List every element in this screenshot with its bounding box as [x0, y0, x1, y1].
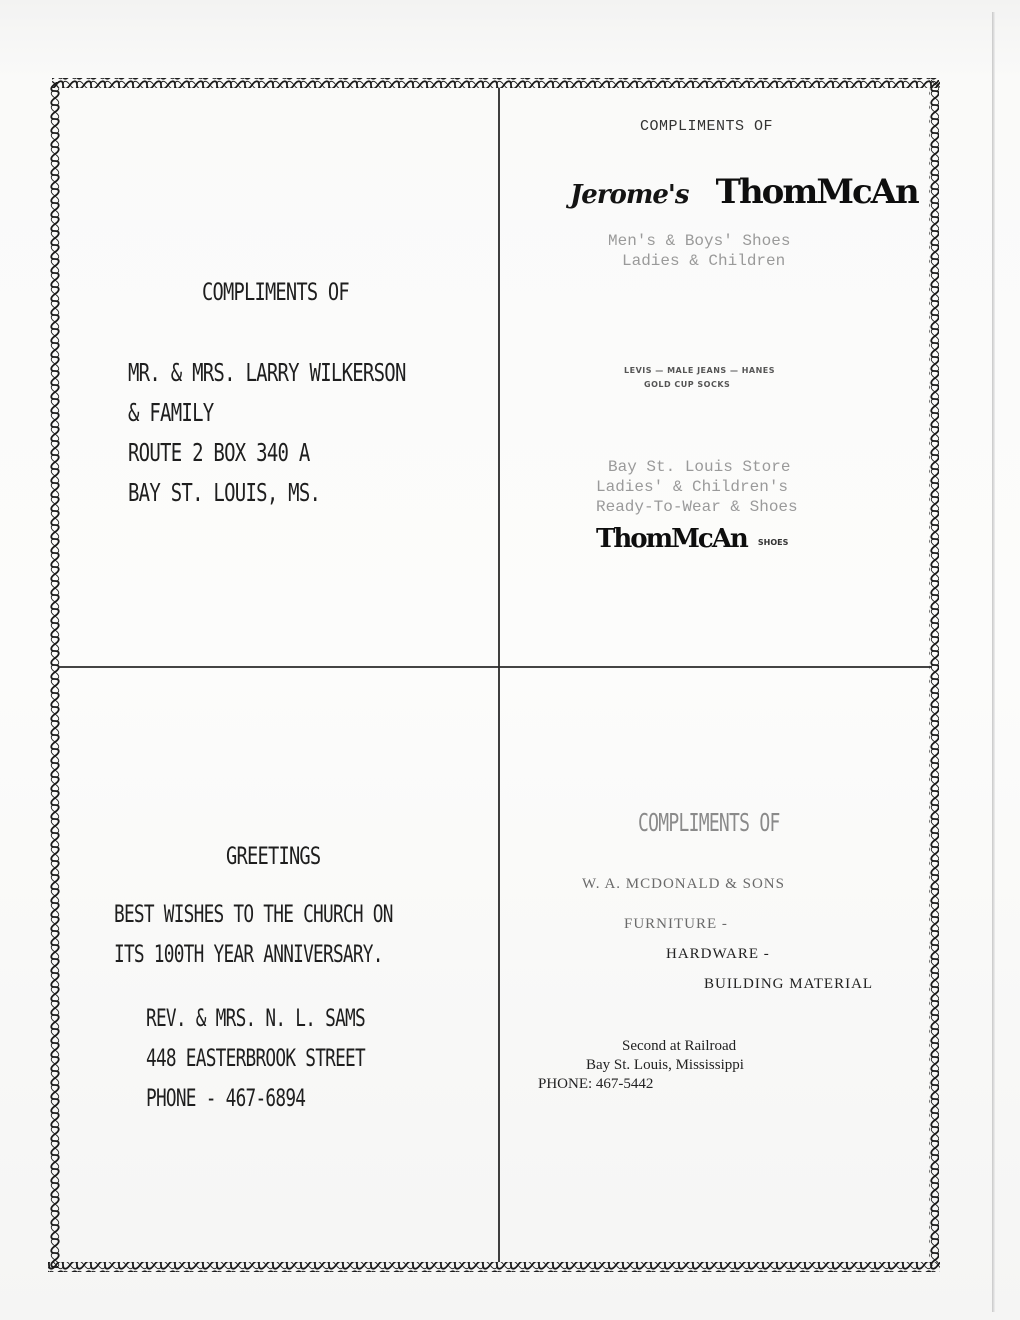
name-line: MR. & MRS. LARRY WILKERSON [128, 358, 406, 387]
wish-line-2: ITS 100TH YEAR ANNIVERSARY. [114, 940, 383, 968]
route-line: ROUTE 2 BOX 340 A [128, 438, 310, 467]
item-furniture: FURNITURE - [624, 916, 728, 932]
heading: COMPLIMENTS OF [640, 118, 774, 135]
business-name: W. A. MCDONALD & SONS [582, 876, 785, 892]
store-line-2: Ladies' & Children's [596, 478, 789, 496]
brands-line-2: GOLD CUP SOCKS [644, 380, 731, 389]
store-line-3: Ready-To-Wear & Shoes [596, 498, 798, 516]
ad-mcdonald-sons [500, 668, 930, 1260]
heading: COMPLIMENTS OF [638, 808, 780, 837]
brands-line-1: LEVIS — MALE JEANS — HANES [624, 366, 776, 375]
wish-line-1: BEST WISHES TO THE CHURCH ON [114, 900, 393, 928]
address-city: Bay St. Louis, Mississippi [586, 1057, 744, 1073]
border-top [52, 78, 940, 88]
address-street: Second at Railroad [622, 1038, 737, 1054]
thom-mcan-shoes-logo: ThomMcAn SHOES [596, 524, 789, 554]
ad-sams-greetings [62, 668, 498, 1260]
tagline-men: Men's & Boys' Shoes [608, 232, 791, 250]
city-line: BAY ST. LOUIS, MS. [128, 478, 321, 507]
phone-line: PHONE: 467-5442 [538, 1076, 654, 1092]
brand-logo-row [570, 172, 918, 220]
heading: GREETINGS [226, 842, 321, 870]
border-left [50, 82, 60, 1268]
phone-line: PHONE - 467-6894 [146, 1084, 306, 1112]
ad-wilkerson [62, 92, 498, 666]
item-building: BUILDING MATERIAL [704, 976, 874, 992]
border-right [929, 80, 939, 1266]
store-line-1: Bay St. Louis Store [608, 458, 791, 476]
border-bottom [48, 1262, 940, 1272]
family-line: & FAMILY [128, 398, 214, 427]
jeromes-script-logo: Jerome's [570, 180, 689, 210]
name-line: REV. & MRS. N. L. SAMS [146, 1004, 365, 1032]
heading: COMPLIMENTS OF [202, 278, 349, 306]
item-hardware: HARDWARE - [666, 946, 770, 962]
tagline-ladies: Ladies & Children [622, 252, 786, 270]
street-line: 448 EASTERBROOK STREET [146, 1044, 365, 1072]
thom-mcan-logo: ThomMcAn [715, 172, 918, 212]
ad-jeromes-thom-mcan [500, 92, 930, 666]
